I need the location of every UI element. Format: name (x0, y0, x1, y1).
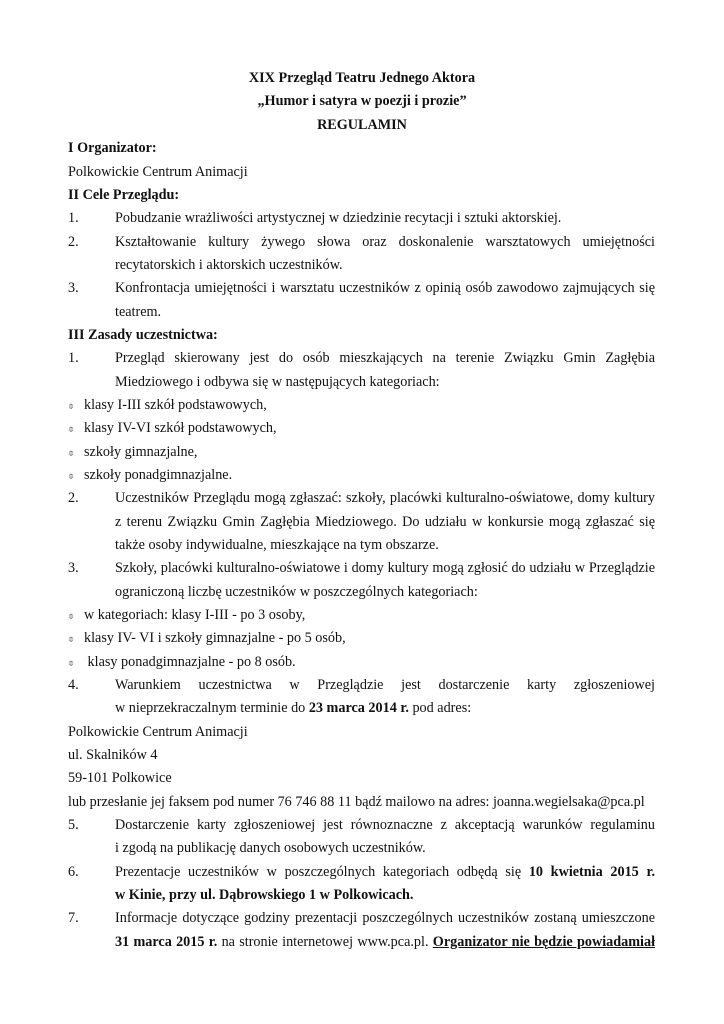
list-item-text: Konfrontacja umiejętności i warsztatu uczestników z opinią osób zawodowo zajmujących się (115, 280, 655, 296)
bullet-text: klasy IV-VI szkół podstawowych, (84, 420, 277, 436)
bullet-text: klasy I-III szkół podstawowych, (84, 397, 267, 413)
presentation-text: Prezentacje uczestników w poszczególnych kategoriach odbędą się (115, 864, 529, 880)
list-number: 4. (68, 677, 79, 693)
list-number: 5. (68, 817, 79, 833)
bullet-item (68, 627, 346, 651)
list-item-text: Uczestników Przeglądu mogą zgłaszać: szkoły, placówki kulturalno-oświatowe, domy kultury (115, 490, 655, 506)
list-item-text: i zgodą na publikację danych osobowych uczestników. (115, 840, 426, 856)
list-item-text: Pobudzanie wrażliwości artystycznej w dziedzinie recytacji i sztuki aktorskiej. (115, 210, 562, 226)
list-item-text (115, 861, 655, 884)
bullet-icon: ⌽ (68, 448, 74, 459)
bullet-item (68, 651, 296, 675)
bullet-icon: ⌽ (68, 471, 74, 482)
list-item-text: Szkoły, placówki kulturalno-oświatowe i domy kultury mogą zgłosić do udziału w Przeglądzie (115, 560, 655, 576)
address-line: Polkowickie Centrum Animacji (68, 724, 248, 740)
deadline-post: pod adres: (408, 700, 472, 716)
deadline-date: 23 marca 2014 r. (308, 700, 409, 716)
bullet-icon: ⌽ (68, 634, 74, 645)
bullet-item (68, 441, 197, 465)
deadline-pre: w nieprzekraczalnym terminie do (115, 700, 309, 716)
presentation-venue: w Kinie, przy ul. Dąbrowskiego 1 w Polkowicach. (115, 887, 414, 903)
list-item-text: z terenu Związku Gmin Zagłębia Miedziowego. Do udziału w konkursie mogą zgłaszać się (115, 514, 655, 530)
list-number: 2. (68, 234, 79, 250)
list-item-text: teatrem. (115, 304, 162, 320)
list-number: 3. (68, 560, 79, 576)
list-item-text: ograniczoną liczbę uczestników w poszczególnych kategoriach: (115, 584, 478, 600)
list-number: 7. (68, 910, 79, 926)
bullet-item (68, 417, 277, 441)
list-item-text (115, 697, 655, 720)
list-item-text: recytatorskich i aktorskich uczestników. (115, 257, 343, 273)
info-text: na stronie internetowej www.pca.pl. (217, 934, 433, 950)
bullet-text: szkoły ponadgimnazjalne. (84, 467, 233, 483)
bullet-item (68, 394, 267, 418)
list-number: 2. (68, 490, 79, 506)
bullet-icon: ⌽ (68, 658, 74, 669)
list-number: 3. (68, 280, 79, 296)
list-number: 1. (68, 210, 79, 226)
bullet-icon: ⌽ (68, 401, 74, 412)
list-item-text: Informacje dotyczące godziny prezentacji poszczególnych uczestników zostaną umieszczone (115, 910, 655, 926)
address-line: 59-101 Polkowice (68, 770, 172, 786)
list-number: 1. (68, 350, 79, 366)
section-heading-rules: III Zasady uczestnictwa: (68, 327, 218, 343)
fax-email-line: lub przesłanie jej faksem pod numer 76 746 88 11 bądź mailowo na adres: joanna.wegielsaka@pca.pl (68, 794, 645, 810)
document-subtitle: „Humor i satyra w poezji i prozie” (257, 93, 467, 109)
list-item-text: Przegląd skierowany jest do osób mieszkających na terenie Związku Gmin Zagłębia (115, 350, 655, 366)
organizer-notice: Organizator nie będzie powiadamiał (432, 934, 656, 950)
presentation-date: 10 kwietnia 2015 r. (528, 864, 655, 880)
bullet-item (68, 464, 232, 488)
address-line: ul. Skalników 4 (68, 747, 158, 763)
list-item-text: Warunkiem uczestnictwa w Przeglądzie jest dostarczenie karty zgłoszeniowej (115, 677, 655, 693)
section-heading-organizer: I Organizator: (68, 140, 157, 156)
list-item-text (115, 931, 655, 954)
list-item-text: Miedziowego i odbywa się w następujących kategoriach: (115, 374, 440, 390)
bullet-icon: ⌽ (68, 611, 74, 622)
info-date: 31 marca 2015 r. (115, 934, 218, 950)
organizer-name: Polkowickie Centrum Animacji (68, 164, 248, 180)
bullet-text: w kategoriach: klasy I-III - po 3 osoby, (84, 607, 306, 623)
document-title: XIX Przegląd Teatru Jednego Aktora (248, 70, 476, 86)
bullet-text: szkoły gimnazjalne, (84, 444, 198, 460)
list-item-text: Dostarczenie karty zgłoszeniowej jest równoznaczne z akceptacją warunków regulaminu (115, 817, 655, 833)
bullet-icon: ⌽ (68, 424, 74, 435)
list-item-text: także osoby indywidualne, mieszkające na tym obszarze. (115, 537, 439, 553)
document-heading: REGULAMIN (317, 117, 407, 133)
list-number: 6. (68, 864, 79, 880)
bullet-text: klasy IV- VI i szkoły gimnazjalne - po 5 osób, (84, 630, 346, 646)
bullet-text: klasy ponadgimnazjalne - po 8 osób. (84, 654, 296, 670)
bullet-item (68, 604, 305, 628)
section-heading-goals: II Cele Przeglądu: (68, 187, 180, 203)
list-item-text: Kształtowanie kultury żywego słowa oraz doskonalenie warsztatowych umiejętności (115, 234, 655, 250)
